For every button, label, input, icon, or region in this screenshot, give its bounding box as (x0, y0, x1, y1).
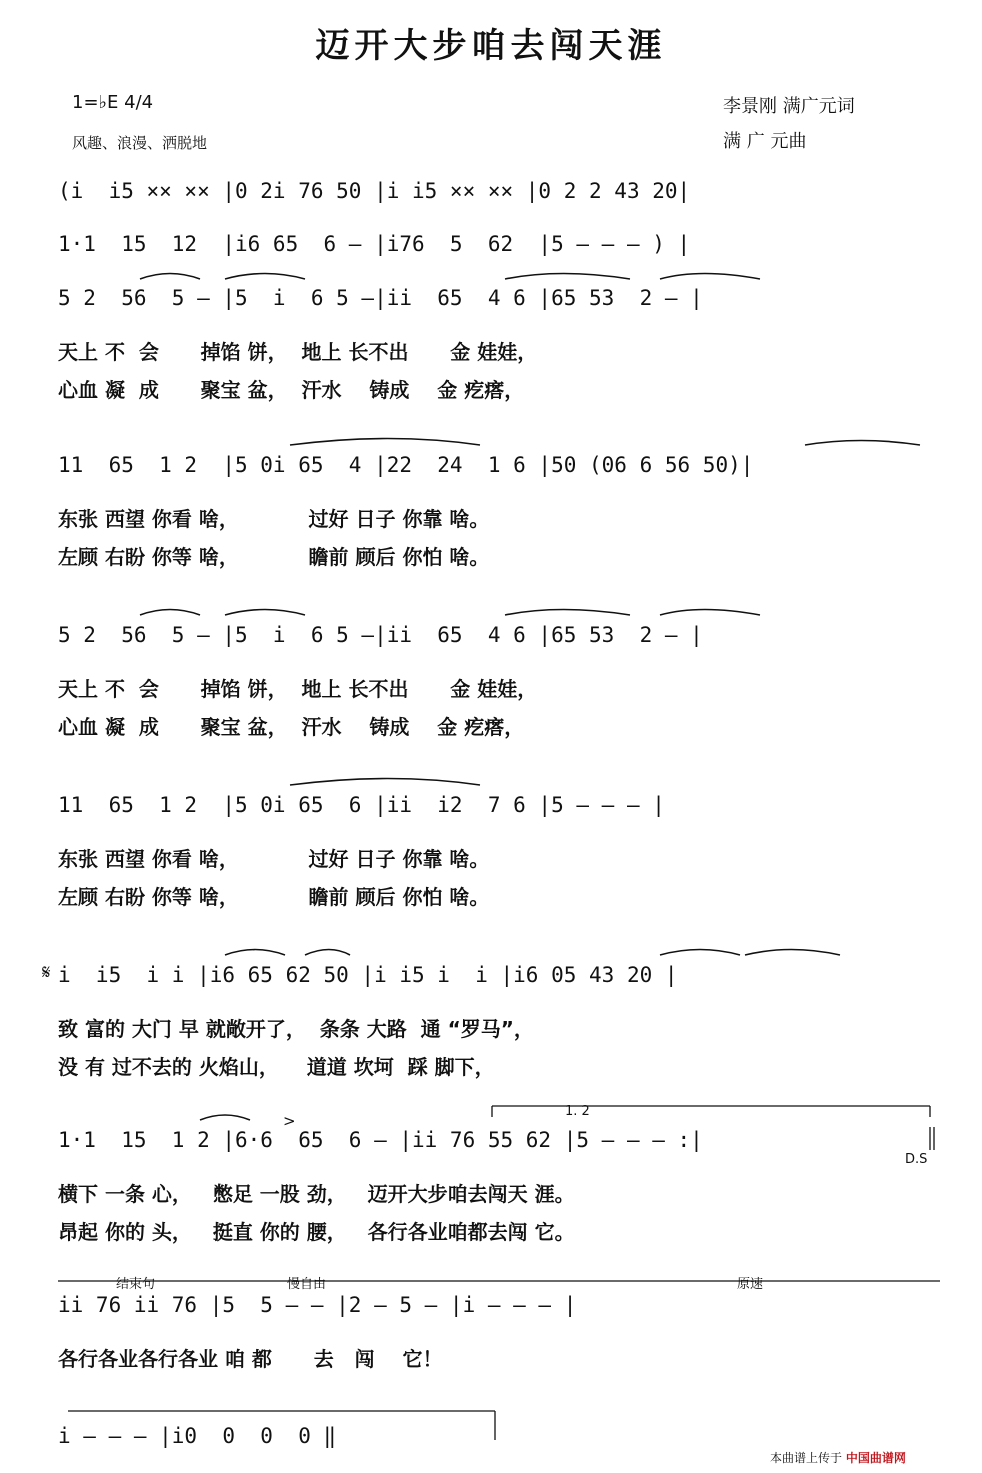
key-signature: 1=♭E 4/4 (72, 92, 154, 113)
ending-phrase-label: 结束句 (112, 1273, 159, 1292)
footer-uploaded-text: 本曲谱上传于 (770, 1451, 843, 1465)
lyricist-credit: 李景刚 满广元词 (723, 96, 855, 117)
song-title: 迈开大步咱去闯天涯 (315, 26, 667, 66)
lyric-verse2-line-4: 左顾 右盼 你等 啥， 瞻前 顾后 你怕 啥。 (58, 545, 490, 569)
a-tempo-label: 原速 (733, 1273, 767, 1292)
lyric-verse2-line-7: 没 有 过不去的 火焰山， 道道 坎坷 踩 脚下， (58, 1055, 495, 1079)
notation-line-9: ii 76 ii 76 |5 5 — — |2 — 5 — |i — — — | (58, 1293, 577, 1317)
lyric-line-9: 各行各业各行各业 咱 都 去 闯 它！ (58, 1347, 443, 1371)
lyric-verse1-line-5: 天上 不 会 掉馅 饼， 地上 长不出 金 娃娃， (58, 677, 538, 701)
notation-line-8: 1·1 15 1 2 |6·6 65 6 — |ii 76 55 62 |5 — — — :| (58, 1128, 703, 1152)
notation-line-6: 11 65 1 2 |5 0i 65 6 |ii i2 7 6 |5 — — — | (58, 793, 665, 817)
lyric-verse2-line-3: 心血 凝 成 聚宝 盆， 汗水 铸成 金 疙瘩， (58, 378, 525, 402)
rubato-label: 慢自由 (283, 1273, 330, 1292)
dal-segno-mark: D.S (905, 1152, 928, 1167)
lyric-verse2-line-8: 昂起 你的 头， 挺直 你的 腰， 各行各业咱都去闯 它。 (58, 1220, 575, 1244)
site-logo-text[interactable]: 中国曲谱网 (845, 1451, 906, 1465)
volta-label: 1. 2 (565, 1104, 590, 1119)
notation-line-3: 5 2 56 5 — |5 i 6 5 —|ii 65 4 6 |65 53 2 — | (58, 286, 703, 310)
notation-line-2: 1·1 15 12 |i6 65 6 — |i76 5 62 |5 — — — ) | (58, 232, 691, 256)
lyric-verse2-line-6: 左顾 右盼 你等 啥， 瞻前 顾后 你怕 啥。 (58, 885, 490, 909)
expression-marking: 风趣、浪漫、洒脱地 (72, 134, 208, 152)
notation-line-5: 5 2 56 5 — |5 i 6 5 —|ii 65 4 6 |65 53 2 — | (58, 623, 703, 647)
notation-line-4: 11 65 1 2 |5 0i 65 4 |22 24 1 6 |50 (06 6 56 50)| (58, 453, 754, 477)
notation-line-7: i i5 i i |i6 65 62 50 |i i5 i i |i6 05 43 20 | (58, 963, 678, 987)
composer-credit: 满 广 元曲 (723, 131, 807, 152)
lyric-verse1-line-3: 天上 不 会 掉馅 饼， 地上 长不出 金 娃娃， (58, 340, 538, 364)
accent-mark: > (283, 1112, 296, 1130)
notation-line-10: i — — — |i0 0 0 0 ‖ (58, 1424, 337, 1448)
upload-footer (770, 1449, 906, 1466)
lyric-verse1-line-8: 横下 一条 心， 憋足 一股 劲， 迈开大步咱去闯天 涯。 (58, 1182, 575, 1206)
lyric-verse2-line-5: 心血 凝 成 聚宝 盆， 汗水 铸成 金 疙瘩， (58, 715, 525, 739)
lyric-verse1-line-4: 东张 西望 你看 啥， 过好 日子 你靠 啥。 (58, 507, 490, 531)
notation-line-1: (i i5 ×× ×× |0 2i 76 50 |i i5 ×× ×× |0 2 2 43 20| (58, 179, 691, 203)
lyric-verse1-line-6: 东张 西望 你看 啥， 过好 日子 你靠 啥。 (58, 847, 490, 871)
segno-sign: 𝄋 (42, 960, 51, 984)
lyric-verse1-line-7: 致 富的 大门 早 就敞开了， 条条 大路 通 “罗马”， (58, 1017, 534, 1041)
